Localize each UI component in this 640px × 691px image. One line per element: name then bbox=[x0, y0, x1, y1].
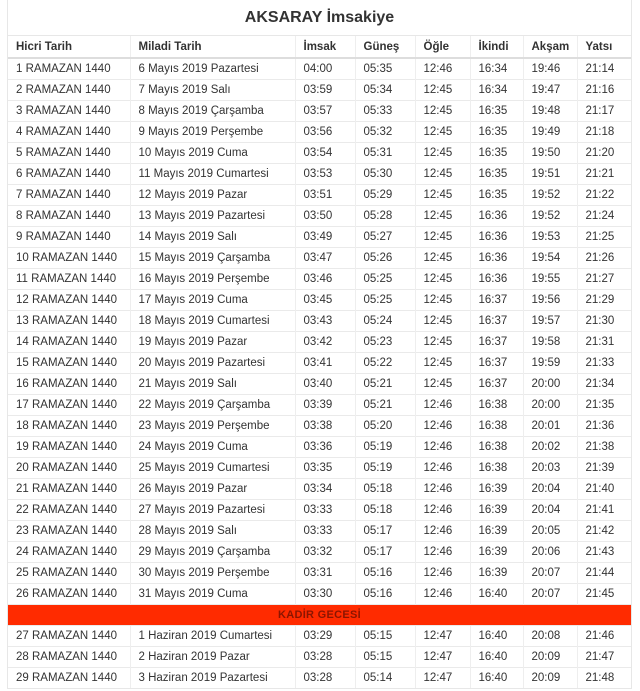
cell-miladi-tarih: 21 Mayıs 2019 Salı bbox=[130, 373, 295, 394]
cell-hicri-tarih: 2 RAMAZAN 1440 bbox=[8, 79, 130, 100]
cell-yatsi: 21:35 bbox=[577, 394, 631, 415]
cell-aksam: 20:07 bbox=[523, 562, 577, 583]
table-row bbox=[8, 646, 631, 667]
cell-gunes: 05:31 bbox=[355, 142, 415, 163]
table-row bbox=[8, 541, 631, 562]
cell-ikindi: 16:38 bbox=[470, 457, 523, 478]
table-row bbox=[8, 247, 631, 268]
cell-yatsi: 21:40 bbox=[577, 478, 631, 499]
cell-hicri-tarih: 17 RAMAZAN 1440 bbox=[8, 394, 130, 415]
table-header bbox=[8, 36, 631, 58]
cell-yatsi: 21:34 bbox=[577, 373, 631, 394]
cell-ikindi: 16:38 bbox=[470, 394, 523, 415]
cell-aksam: 20:02 bbox=[523, 436, 577, 457]
cell-miladi-tarih: 17 Mayıs 2019 Cuma bbox=[130, 289, 295, 310]
table-row bbox=[8, 373, 631, 394]
column-header-imsak: İmsak bbox=[295, 36, 355, 58]
cell-ikindi: 16:39 bbox=[470, 562, 523, 583]
cell-hicri-tarih: 11 RAMAZAN 1440 bbox=[8, 268, 130, 289]
cell-hicri-tarih: 1 RAMAZAN 1440 bbox=[8, 58, 130, 79]
table-row bbox=[8, 268, 631, 289]
cell-ikindi: 16:40 bbox=[470, 583, 523, 604]
cell-ikindi: 16:38 bbox=[470, 436, 523, 457]
column-header-ikindi: İkindi bbox=[470, 36, 523, 58]
cell-ikindi: 16:35 bbox=[470, 142, 523, 163]
cell-ogle: 12:46 bbox=[415, 562, 470, 583]
cell-gunes: 05:29 bbox=[355, 184, 415, 205]
cell-ikindi: 16:37 bbox=[470, 289, 523, 310]
cell-ogle: 12:46 bbox=[415, 499, 470, 520]
cell-miladi-tarih: 28 Mayıs 2019 Salı bbox=[130, 520, 295, 541]
table-row bbox=[8, 499, 631, 520]
cell-hicri-tarih: 12 RAMAZAN 1440 bbox=[8, 289, 130, 310]
cell-gunes: 05:25 bbox=[355, 268, 415, 289]
cell-hicri-tarih: 5 RAMAZAN 1440 bbox=[8, 142, 130, 163]
cell-aksam: 20:00 bbox=[523, 373, 577, 394]
cell-yatsi: 21:42 bbox=[577, 520, 631, 541]
cell-gunes: 05:21 bbox=[355, 373, 415, 394]
cell-gunes: 05:34 bbox=[355, 79, 415, 100]
cell-ogle: 12:46 bbox=[415, 436, 470, 457]
table-row bbox=[8, 625, 631, 646]
cell-hicri-tarih: 18 RAMAZAN 1440 bbox=[8, 415, 130, 436]
cell-ogle: 12:46 bbox=[415, 583, 470, 604]
cell-miladi-tarih: 11 Mayıs 2019 Cumartesi bbox=[130, 163, 295, 184]
cell-aksam: 19:50 bbox=[523, 142, 577, 163]
cell-ikindi: 16:40 bbox=[470, 646, 523, 667]
cell-imsak: 03:41 bbox=[295, 352, 355, 373]
cell-hicri-tarih: 20 RAMAZAN 1440 bbox=[8, 457, 130, 478]
cell-hicri-tarih: 14 RAMAZAN 1440 bbox=[8, 331, 130, 352]
cell-aksam: 19:59 bbox=[523, 352, 577, 373]
cell-ikindi: 16:34 bbox=[470, 58, 523, 79]
cell-hicri-tarih: 26 RAMAZAN 1440 bbox=[8, 583, 130, 604]
cell-miladi-tarih: 1 Haziran 2019 Cumartesi bbox=[130, 625, 295, 646]
cell-ikindi: 16:39 bbox=[470, 478, 523, 499]
cell-imsak: 03:42 bbox=[295, 331, 355, 352]
cell-gunes: 05:33 bbox=[355, 100, 415, 121]
cell-ogle: 12:45 bbox=[415, 331, 470, 352]
column-header-ogle: Öğle bbox=[415, 36, 470, 58]
cell-hicri-tarih: 23 RAMAZAN 1440 bbox=[8, 520, 130, 541]
cell-miladi-tarih: 31 Mayıs 2019 Cuma bbox=[130, 583, 295, 604]
cell-ikindi: 16:37 bbox=[470, 310, 523, 331]
cell-ogle: 12:46 bbox=[415, 58, 470, 79]
cell-aksam: 20:04 bbox=[523, 478, 577, 499]
cell-hicri-tarih: 21 RAMAZAN 1440 bbox=[8, 478, 130, 499]
cell-imsak: 03:53 bbox=[295, 163, 355, 184]
cell-imsak: 03:50 bbox=[295, 205, 355, 226]
cell-aksam: 20:05 bbox=[523, 520, 577, 541]
cell-ogle: 12:45 bbox=[415, 289, 470, 310]
cell-ikindi: 16:36 bbox=[470, 205, 523, 226]
cell-yatsi: 21:27 bbox=[577, 268, 631, 289]
cell-gunes: 05:18 bbox=[355, 478, 415, 499]
cell-aksam: 19:56 bbox=[523, 289, 577, 310]
header-row bbox=[8, 36, 631, 58]
cell-miladi-tarih: 9 Mayıs 2019 Perşembe bbox=[130, 121, 295, 142]
cell-hicri-tarih: 10 RAMAZAN 1440 bbox=[8, 247, 130, 268]
cell-gunes: 05:20 bbox=[355, 415, 415, 436]
cell-ogle: 12:45 bbox=[415, 142, 470, 163]
cell-gunes: 05:24 bbox=[355, 310, 415, 331]
table-row bbox=[8, 205, 631, 226]
table-row bbox=[8, 58, 631, 79]
cell-aksam: 20:04 bbox=[523, 499, 577, 520]
table-row bbox=[8, 394, 631, 415]
cell-miladi-tarih: 27 Mayıs 2019 Pazartesi bbox=[130, 499, 295, 520]
cell-ogle: 12:45 bbox=[415, 163, 470, 184]
cell-imsak: 03:59 bbox=[295, 79, 355, 100]
cell-miladi-tarih: 25 Mayıs 2019 Cumartesi bbox=[130, 457, 295, 478]
cell-gunes: 05:16 bbox=[355, 562, 415, 583]
cell-hicri-tarih: 27 RAMAZAN 1440 bbox=[8, 625, 130, 646]
cell-aksam: 20:09 bbox=[523, 646, 577, 667]
column-header-aksam: Akşam bbox=[523, 36, 577, 58]
cell-yatsi: 21:21 bbox=[577, 163, 631, 184]
cell-gunes: 05:21 bbox=[355, 394, 415, 415]
column-header-yatsi: Yatsı bbox=[577, 36, 631, 58]
cell-ogle: 12:45 bbox=[415, 121, 470, 142]
cell-gunes: 05:17 bbox=[355, 520, 415, 541]
cell-gunes: 05:14 bbox=[355, 667, 415, 688]
cell-aksam: 19:49 bbox=[523, 121, 577, 142]
cell-yatsi: 21:20 bbox=[577, 142, 631, 163]
table-row bbox=[8, 289, 631, 310]
cell-yatsi: 21:41 bbox=[577, 499, 631, 520]
cell-imsak: 03:46 bbox=[295, 268, 355, 289]
cell-gunes: 05:30 bbox=[355, 163, 415, 184]
cell-aksam: 19:47 bbox=[523, 79, 577, 100]
cell-gunes: 05:28 bbox=[355, 205, 415, 226]
cell-imsak: 03:38 bbox=[295, 415, 355, 436]
cell-ikindi: 16:39 bbox=[470, 541, 523, 562]
cell-hicri-tarih: 29 RAMAZAN 1440 bbox=[8, 667, 130, 688]
cell-ogle: 12:47 bbox=[415, 646, 470, 667]
cell-miladi-tarih: 7 Mayıs 2019 Salı bbox=[130, 79, 295, 100]
cell-ikindi: 16:35 bbox=[470, 100, 523, 121]
cell-miladi-tarih: 23 Mayıs 2019 Perşembe bbox=[130, 415, 295, 436]
cell-aksam: 19:53 bbox=[523, 226, 577, 247]
cell-hicri-tarih: 16 RAMAZAN 1440 bbox=[8, 373, 130, 394]
cell-gunes: 05:26 bbox=[355, 247, 415, 268]
cell-miladi-tarih: 2 Haziran 2019 Pazar bbox=[130, 646, 295, 667]
table-row bbox=[8, 184, 631, 205]
cell-imsak: 03:39 bbox=[295, 394, 355, 415]
cell-hicri-tarih: 13 RAMAZAN 1440 bbox=[8, 310, 130, 331]
cell-yatsi: 21:26 bbox=[577, 247, 631, 268]
cell-yatsi: 21:36 bbox=[577, 415, 631, 436]
cell-imsak: 03:28 bbox=[295, 667, 355, 688]
table-row bbox=[8, 100, 631, 121]
cell-imsak: 03:30 bbox=[295, 583, 355, 604]
cell-miladi-tarih: 14 Mayıs 2019 Salı bbox=[130, 226, 295, 247]
table-row bbox=[8, 520, 631, 541]
cell-ogle: 12:46 bbox=[415, 394, 470, 415]
cell-aksam: 19:55 bbox=[523, 268, 577, 289]
cell-hicri-tarih: 22 RAMAZAN 1440 bbox=[8, 499, 130, 520]
cell-ikindi: 16:39 bbox=[470, 499, 523, 520]
page-title: AKSARAY İmsakiye bbox=[8, 0, 631, 36]
cell-aksam: 20:01 bbox=[523, 415, 577, 436]
cell-miladi-tarih: 29 Mayıs 2019 Çarşamba bbox=[130, 541, 295, 562]
table-row bbox=[8, 562, 631, 583]
cell-miladi-tarih: 13 Mayıs 2019 Pazartesi bbox=[130, 205, 295, 226]
cell-yatsi: 21:17 bbox=[577, 100, 631, 121]
table-row bbox=[8, 352, 631, 373]
cell-ogle: 12:45 bbox=[415, 352, 470, 373]
cell-gunes: 05:23 bbox=[355, 331, 415, 352]
cell-aksam: 20:08 bbox=[523, 625, 577, 646]
cell-ogle: 12:47 bbox=[415, 625, 470, 646]
cell-imsak: 03:35 bbox=[295, 457, 355, 478]
cell-gunes: 05:22 bbox=[355, 352, 415, 373]
cell-imsak: 03:40 bbox=[295, 373, 355, 394]
cell-miladi-tarih: 22 Mayıs 2019 Çarşamba bbox=[130, 394, 295, 415]
cell-gunes: 05:16 bbox=[355, 583, 415, 604]
table-row bbox=[8, 436, 631, 457]
cell-ogle: 12:45 bbox=[415, 310, 470, 331]
cell-aksam: 19:57 bbox=[523, 310, 577, 331]
cell-ikindi: 16:36 bbox=[470, 268, 523, 289]
cell-ikindi: 16:40 bbox=[470, 625, 523, 646]
cell-ogle: 12:45 bbox=[415, 79, 470, 100]
cell-miladi-tarih: 15 Mayıs 2019 Çarşamba bbox=[130, 247, 295, 268]
cell-imsak: 03:32 bbox=[295, 541, 355, 562]
cell-hicri-tarih: 6 RAMAZAN 1440 bbox=[8, 163, 130, 184]
cell-yatsi: 21:45 bbox=[577, 583, 631, 604]
cell-yatsi: 21:44 bbox=[577, 562, 631, 583]
cell-yatsi: 21:14 bbox=[577, 58, 631, 79]
table-row bbox=[8, 310, 631, 331]
cell-ikindi: 16:39 bbox=[470, 520, 523, 541]
cell-ikindi: 16:40 bbox=[470, 667, 523, 688]
cell-ogle: 12:45 bbox=[415, 226, 470, 247]
cell-yatsi: 21:31 bbox=[577, 331, 631, 352]
cell-miladi-tarih: 16 Mayıs 2019 Perşembe bbox=[130, 268, 295, 289]
cell-gunes: 05:32 bbox=[355, 121, 415, 142]
cell-imsak: 03:36 bbox=[295, 436, 355, 457]
cell-yatsi: 21:29 bbox=[577, 289, 631, 310]
cell-ikindi: 16:36 bbox=[470, 226, 523, 247]
cell-yatsi: 21:33 bbox=[577, 352, 631, 373]
cell-miladi-tarih: 18 Mayıs 2019 Cumartesi bbox=[130, 310, 295, 331]
cell-imsak: 03:45 bbox=[295, 289, 355, 310]
cell-imsak: 04:00 bbox=[295, 58, 355, 79]
cell-aksam: 19:58 bbox=[523, 331, 577, 352]
table-row bbox=[8, 667, 631, 688]
cell-ogle: 12:45 bbox=[415, 184, 470, 205]
imsakiye-panel bbox=[7, 0, 632, 689]
column-header-miladi-tarih: Miladi Tarih bbox=[130, 36, 295, 58]
cell-gunes: 05:18 bbox=[355, 499, 415, 520]
cell-ogle: 12:46 bbox=[415, 457, 470, 478]
cell-ogle: 12:47 bbox=[415, 667, 470, 688]
cell-ikindi: 16:37 bbox=[470, 352, 523, 373]
cell-ogle: 12:46 bbox=[415, 520, 470, 541]
cell-imsak: 03:47 bbox=[295, 247, 355, 268]
cell-hicri-tarih: 28 RAMAZAN 1440 bbox=[8, 646, 130, 667]
cell-imsak: 03:33 bbox=[295, 520, 355, 541]
cell-gunes: 05:15 bbox=[355, 646, 415, 667]
table-row bbox=[8, 478, 631, 499]
cell-hicri-tarih: 9 RAMAZAN 1440 bbox=[8, 226, 130, 247]
cell-hicri-tarih: 19 RAMAZAN 1440 bbox=[8, 436, 130, 457]
cell-hicri-tarih: 8 RAMAZAN 1440 bbox=[8, 205, 130, 226]
cell-ogle: 12:45 bbox=[415, 205, 470, 226]
kadir-gecesi-banner-row bbox=[8, 604, 631, 625]
cell-aksam: 19:51 bbox=[523, 163, 577, 184]
cell-aksam: 20:09 bbox=[523, 667, 577, 688]
cell-imsak: 03:57 bbox=[295, 100, 355, 121]
cell-imsak: 03:33 bbox=[295, 499, 355, 520]
cell-gunes: 05:25 bbox=[355, 289, 415, 310]
cell-aksam: 20:00 bbox=[523, 394, 577, 415]
cell-ikindi: 16:35 bbox=[470, 121, 523, 142]
cell-ogle: 12:45 bbox=[415, 247, 470, 268]
table-row bbox=[8, 79, 631, 100]
cell-yatsi: 21:46 bbox=[577, 625, 631, 646]
table-row bbox=[8, 457, 631, 478]
cell-ikindi: 16:35 bbox=[470, 163, 523, 184]
table-body bbox=[8, 58, 631, 688]
cell-hicri-tarih: 3 RAMAZAN 1440 bbox=[8, 100, 130, 121]
cell-miladi-tarih: 30 Mayıs 2019 Perşembe bbox=[130, 562, 295, 583]
prayer-times-table bbox=[8, 36, 631, 688]
column-header-gunes: Güneş bbox=[355, 36, 415, 58]
cell-aksam: 19:46 bbox=[523, 58, 577, 79]
cell-miladi-tarih: 6 Mayıs 2019 Pazartesi bbox=[130, 58, 295, 79]
cell-miladi-tarih: 20 Mayıs 2019 Pazartesi bbox=[130, 352, 295, 373]
cell-gunes: 05:19 bbox=[355, 436, 415, 457]
cell-imsak: 03:29 bbox=[295, 625, 355, 646]
cell-imsak: 03:49 bbox=[295, 226, 355, 247]
cell-ogle: 12:46 bbox=[415, 478, 470, 499]
cell-miladi-tarih: 26 Mayıs 2019 Pazar bbox=[130, 478, 295, 499]
cell-yatsi: 21:39 bbox=[577, 457, 631, 478]
cell-imsak: 03:28 bbox=[295, 646, 355, 667]
cell-imsak: 03:31 bbox=[295, 562, 355, 583]
cell-ogle: 12:45 bbox=[415, 373, 470, 394]
cell-gunes: 05:17 bbox=[355, 541, 415, 562]
cell-aksam: 19:48 bbox=[523, 100, 577, 121]
cell-ogle: 12:45 bbox=[415, 100, 470, 121]
cell-yatsi: 21:25 bbox=[577, 226, 631, 247]
cell-yatsi: 21:22 bbox=[577, 184, 631, 205]
cell-miladi-tarih: 19 Mayıs 2019 Pazar bbox=[130, 331, 295, 352]
cell-aksam: 20:07 bbox=[523, 583, 577, 604]
cell-gunes: 05:19 bbox=[355, 457, 415, 478]
cell-ikindi: 16:37 bbox=[470, 373, 523, 394]
cell-gunes: 05:15 bbox=[355, 625, 415, 646]
cell-aksam: 20:06 bbox=[523, 541, 577, 562]
cell-imsak: 03:56 bbox=[295, 121, 355, 142]
kadir-gecesi-banner-label: KADİR GECESİ bbox=[8, 604, 631, 625]
cell-hicri-tarih: 24 RAMAZAN 1440 bbox=[8, 541, 130, 562]
cell-imsak: 03:51 bbox=[295, 184, 355, 205]
cell-yatsi: 21:24 bbox=[577, 205, 631, 226]
table-row bbox=[8, 163, 631, 184]
cell-hicri-tarih: 4 RAMAZAN 1440 bbox=[8, 121, 130, 142]
table-row bbox=[8, 583, 631, 604]
table-row bbox=[8, 415, 631, 436]
cell-imsak: 03:34 bbox=[295, 478, 355, 499]
cell-yatsi: 21:30 bbox=[577, 310, 631, 331]
cell-yatsi: 21:48 bbox=[577, 667, 631, 688]
cell-yatsi: 21:18 bbox=[577, 121, 631, 142]
cell-yatsi: 21:43 bbox=[577, 541, 631, 562]
cell-miladi-tarih: 8 Mayıs 2019 Çarşamba bbox=[130, 100, 295, 121]
cell-imsak: 03:54 bbox=[295, 142, 355, 163]
cell-ikindi: 16:38 bbox=[470, 415, 523, 436]
cell-aksam: 19:52 bbox=[523, 205, 577, 226]
cell-ogle: 12:46 bbox=[415, 415, 470, 436]
cell-aksam: 19:52 bbox=[523, 184, 577, 205]
table-row bbox=[8, 331, 631, 352]
cell-hicri-tarih: 25 RAMAZAN 1440 bbox=[8, 562, 130, 583]
cell-gunes: 05:35 bbox=[355, 58, 415, 79]
cell-ikindi: 16:36 bbox=[470, 247, 523, 268]
cell-ikindi: 16:35 bbox=[470, 184, 523, 205]
cell-gunes: 05:27 bbox=[355, 226, 415, 247]
cell-ikindi: 16:37 bbox=[470, 331, 523, 352]
cell-ikindi: 16:34 bbox=[470, 79, 523, 100]
cell-miladi-tarih: 3 Haziran 2019 Pazartesi bbox=[130, 667, 295, 688]
cell-aksam: 19:54 bbox=[523, 247, 577, 268]
cell-hicri-tarih: 7 RAMAZAN 1440 bbox=[8, 184, 130, 205]
cell-yatsi: 21:47 bbox=[577, 646, 631, 667]
cell-yatsi: 21:16 bbox=[577, 79, 631, 100]
cell-miladi-tarih: 24 Mayıs 2019 Cuma bbox=[130, 436, 295, 457]
cell-hicri-tarih: 15 RAMAZAN 1440 bbox=[8, 352, 130, 373]
cell-imsak: 03:43 bbox=[295, 310, 355, 331]
table-row bbox=[8, 121, 631, 142]
cell-ogle: 12:46 bbox=[415, 541, 470, 562]
cell-ogle: 12:45 bbox=[415, 268, 470, 289]
cell-aksam: 20:03 bbox=[523, 457, 577, 478]
table-row bbox=[8, 142, 631, 163]
table-row bbox=[8, 226, 631, 247]
cell-miladi-tarih: 12 Mayıs 2019 Pazar bbox=[130, 184, 295, 205]
column-header-hicri-tarih: Hicri Tarih bbox=[8, 36, 130, 58]
cell-miladi-tarih: 10 Mayıs 2019 Cuma bbox=[130, 142, 295, 163]
cell-yatsi: 21:38 bbox=[577, 436, 631, 457]
